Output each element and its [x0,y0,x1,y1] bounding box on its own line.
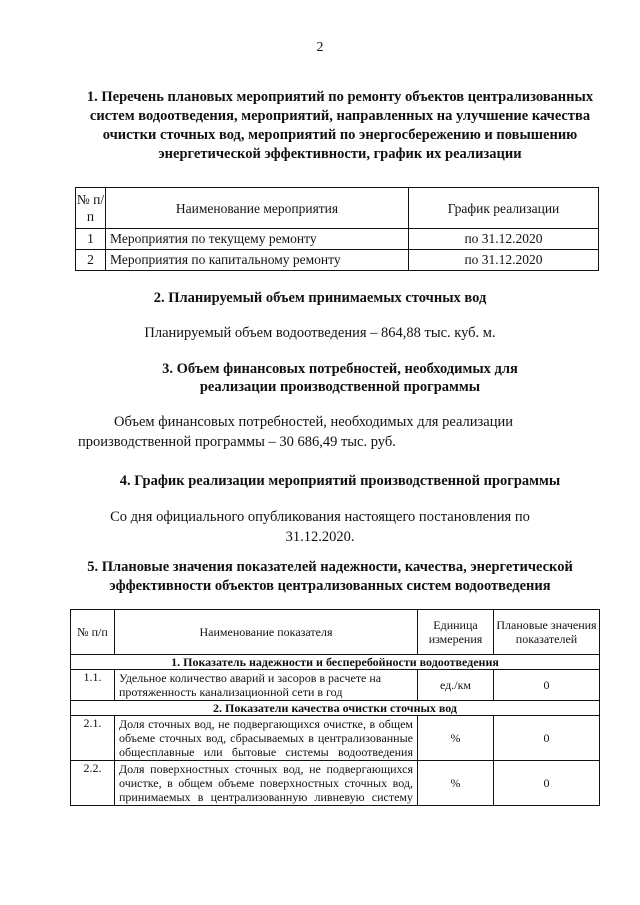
row-number: 2.2. [71,761,115,806]
row-unit: ед./км [418,670,494,701]
table-row [71,670,600,701]
group-row [71,701,600,716]
row-schedule: по 31.12.2020 [409,250,599,271]
group-title-reliability: 1. Показатель надежности и бесперебойности водоотведения [71,655,600,670]
section4-title: 4. График реализации мероприятий производственной программы [119,473,561,489]
row-number: 1 [76,229,106,250]
section5-title-line2: эффективности объектов централизованных систем водоотведения [109,578,551,594]
header-measure-name: Наименование мероприятия [106,188,409,229]
row-value: 0 [494,670,600,701]
row-value: 0 [494,761,600,806]
header-schedule: График реализации [409,188,599,229]
table-header-row [76,188,599,229]
measures-table [75,187,599,271]
indicators-table [70,609,600,806]
row-unit: % [418,716,494,761]
header-unit: Единица измерения [418,610,494,655]
section3-text-line2: производственной программы – 30 686,49 тыс. руб. [78,434,396,450]
table-row [71,761,600,806]
group-row [71,655,600,670]
section3-title-line1: 3. Объем финансовых потребностей, необходимых для [162,361,518,377]
row-schedule: по 31.12.2020 [409,229,599,250]
row-value: 0 [494,716,600,761]
section5-title-line1: 5. Плановые значения показателей надежности, качества, энергетической [87,559,573,575]
table-row [76,250,599,271]
section3-text-line1: Объем финансовых потребностей, необходимых для реализации [114,414,513,430]
row-unit: % [418,761,494,806]
section4-text-line1: Со дня официального опубликования настоящего постановления по [110,509,530,525]
section2-text: Планируемый объем водоотведения – 864,88 тыс. куб. м. [144,325,496,341]
section1-title: 1. Перечень плановых мероприятий по ремонту объектов централизованных систем водоотведения, мероприятий, направленных на улучшение качества очистки сточных вод, мероприятий по энергосбережению и повышению энергетической эффективности, график их реализации [86,89,594,162]
row-number: 2 [76,250,106,271]
row-number: 1.1. [71,670,115,701]
row-measure: Мероприятия по капитальному ремонту [106,250,409,271]
row-indicator: Удельное количество аварий и засоров в расчете на протяженность канализационной сети в год [115,670,418,701]
table-row [76,229,599,250]
row-number: 2.1. [71,716,115,761]
section4-text-line2: 31.12.2020. [285,529,355,545]
section2-title: 2. Планируемый объем принимаемых сточных вод [153,290,487,306]
section3-title-line2: реализации производственной программы [199,379,481,395]
row-measure: Мероприятия по текущему ремонту [106,229,409,250]
header-number: № п/п [71,610,115,655]
table-header-row [71,610,600,655]
header-planned-values: Плановые значения показателей [494,610,600,655]
group-title-quality: 2. Показатели качества очистки сточных вод [71,701,600,716]
header-number: № п/п [76,188,106,229]
row-indicator: Доля сточных вод, не подвергающихся очистке, в общем объеме сточных вод, сбрасываемых в централизованные общесплавные или бытовые системы водоотведения [115,716,418,761]
header-indicator-name: Наименование показателя [115,610,418,655]
row-indicator: Доля поверхностных сточных вод, не подвергающихся очистке, в общем объеме поверхностных сточных вод, принимаемых в централизованную ливневую систему [115,761,418,806]
table-row [71,716,600,761]
page-number: 2 [316,40,324,55]
